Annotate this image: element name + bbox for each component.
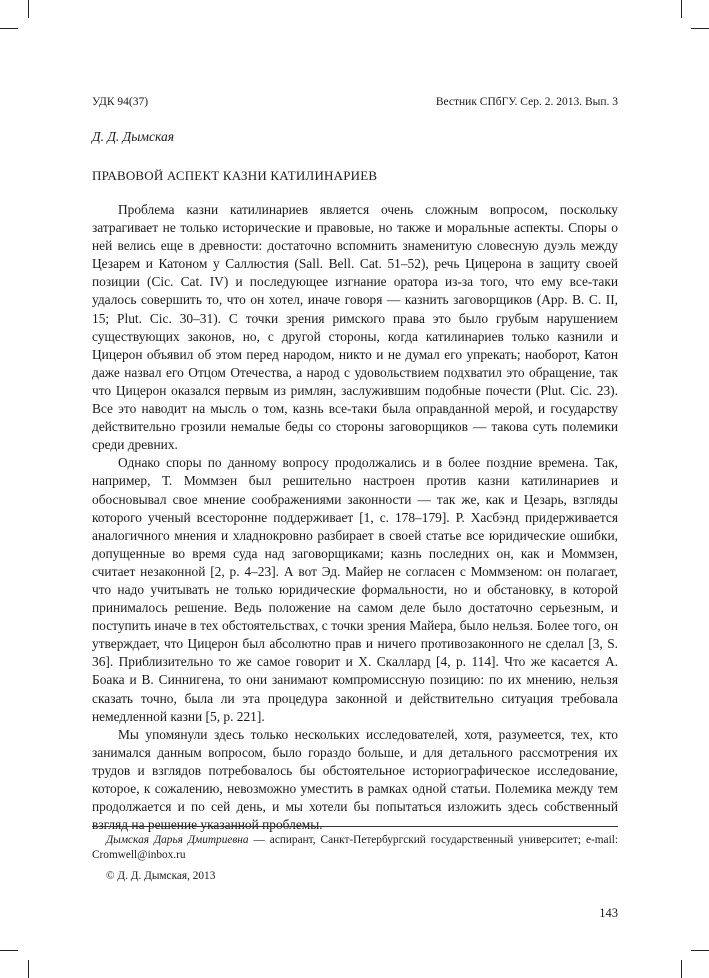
author-footnote [92,833,618,884]
footnote-divider [92,826,618,827]
crop-mark-top-right-v [681,0,682,18]
crop-mark-top-left-v [28,0,29,18]
paragraph: Мы упомянули здесь только нескольких исследователей, хотя, разумеется, тех, кто занимался данным вопросом, было гораздо больше, и для детального рассмотрения их трудов и взглядов потребовалось бы обстоятельное историографическое исследование, которое, к сожалению, невозможно уместить в рамках одной статьи. Полемика между тем продолжается и по сей день, и мы хотели бы попытаться изложить здесь собственный взгляд на решение указанной проблемы. [92,726,618,833]
crop-mark-bottom-right-h [691,950,709,951]
footnote-author-name: Дымская Дарья Дмитриевна [106,834,249,846]
author-info [92,833,618,863]
udk-code: УДК 94(37) [92,96,149,108]
footnote-author-details: — аспирант, Санкт-Петербургский государственный университет; e-mail: Cromwell@inbox.ru [92,834,618,861]
journal-reference: Вестник СПбГУ. Сер. 2. 2013. Вып. 3 [435,96,618,108]
author-name: Д. Д. Дымская [92,129,175,144]
crop-mark-bottom-right-v [681,960,682,978]
article-body [92,201,618,834]
page-number: 143 [599,906,618,920]
paragraph: Проблема казни катилинариев является очень сложным вопросом, поскольку затрагивает не только исторические и правовые, но также и моральные аспекты. Споры о ней велись еще в древности: достаточно вспомнить знаменитую словесную дуэль между Цезарем и Катоном у Саллюстия (Sall. Bell. Cat. 51–52), речь Цицерона в защиту своей позиции (Cic. Cat. IV) и последующее изгнание оратора из-за того, что ему все-таки удалось совершить то, что он хотел, иначе говоря — казнить заговорщиков (App. B. C. II, 15; Plut. Cic. 30–31). С точки зрения римского права это было грубым нарушением существующих законов, но, с другой стороны, когда катилинариев только казнили и Цицерон объявил об этом перед народом, никто и не думал его упрекать; наоборот, Катон даже назвал его Отцом Отечества, а народ с удовольствием подхватил это обращение, так что Цицерон оказался первым из римлян, заслужившим подобные почести (Plut. Cic. 23). Все это наводит на мысль о том, казнь все-таки была оправданной мерой, и государству действительно грозили немалые беды со стороны заговорщиков — такова суть полемики среди древних. [92,202,618,453]
crop-mark-bottom-left-v [28,960,29,978]
running-header [92,96,618,114]
copyright-notice: © Д. Д. Дымская, 2013 [106,870,216,882]
paragraph: Однако споры по данному вопросу продолжались и в более поздние времена. Так, например, Т. Моммзен был решительно настроен против казни катилинариев и обосновывал свое мнение соображениями законности — так же, как и Цезарь, взгляды которого ученый всесторонне поддерживает [1, с. 178–179]. Р. Хасбэнд придерживается аналогичного мнения и хладнокровно разбирает в своей статье все юридические ошибки, допущенные во время суда над заговорщиками; казнь последних он, как и Моммзен, считает незаконной [2, p. 4–23]. А вот Эд. Майер не согласен с Моммзеном: он полагает, что надо учитывать не только юридические формальности, но и обстановку, в которой принималось решение. Ведь положение на самом деле было достаточно серьезным, и поступить иначе в тех обстоятельствах, с точки зрения Майера, было нельзя. Более того, он утверждает, что Цицерон был абсолютно прав и ничего противозаконного не сделал [3, S. 36]. Приблизительно то же самое говорит и Х. Скаллард [4, p. 114]. Что же касается А. Боака и В. Синнигена, то они занимают компромиссную позицию: по их мнению, нельзя сказать точно, была ли эта процедура законной и действительно ситуация требовала немедленной казни [5, p. 221]. [92,455,618,724]
crop-mark-bottom-left-h [0,950,18,951]
crop-mark-top-left-h [0,28,18,29]
article-title: ПРАВОВОЙ АСПЕКТ КАЗНИ КАТИЛИНАРИЕВ [92,168,378,183]
crop-mark-top-right-h [691,28,709,29]
